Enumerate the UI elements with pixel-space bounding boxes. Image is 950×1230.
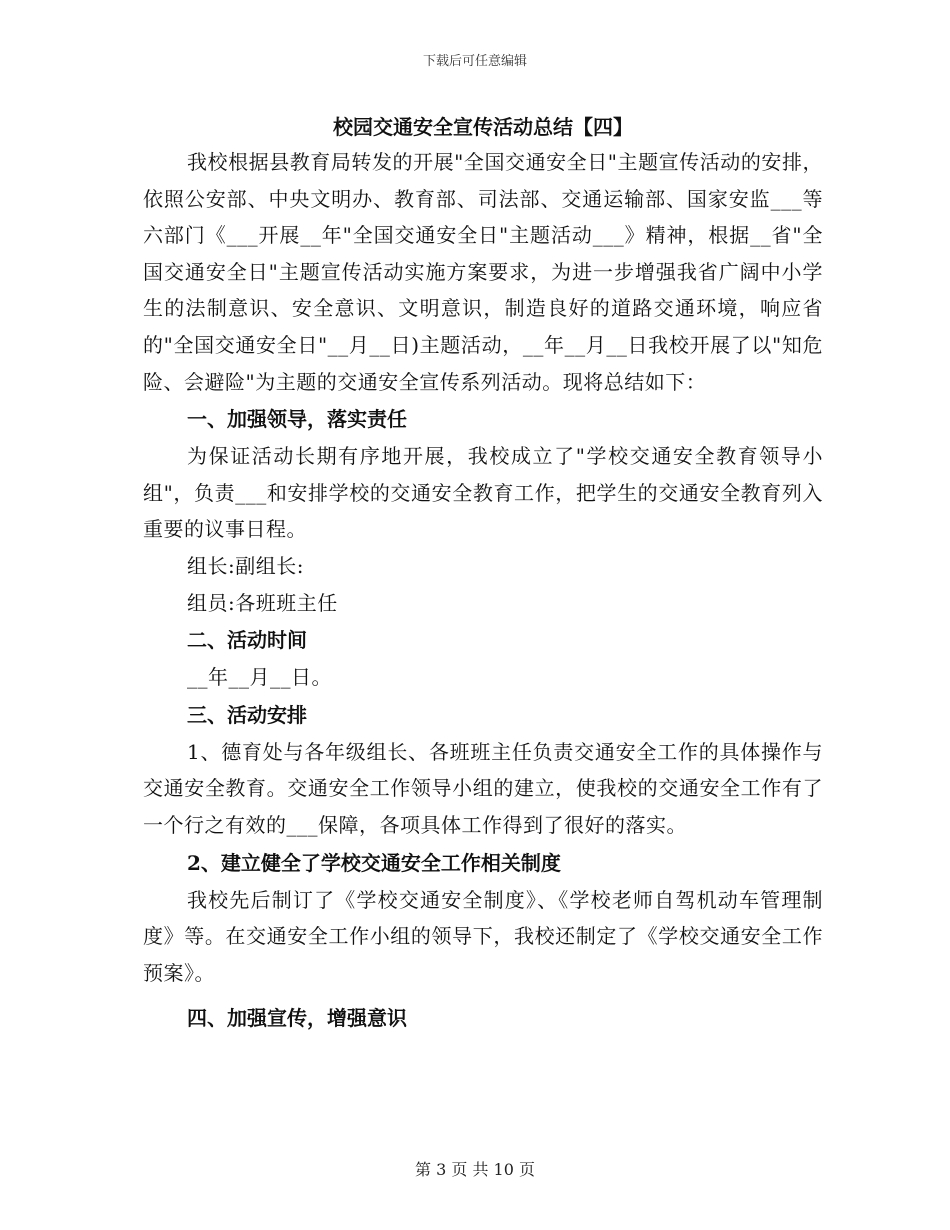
section-3-item-2-heading: 2、建立健全了学校交通安全工作相关制度 <box>187 850 561 875</box>
section-2-paragraph: __年__月__日。 <box>187 665 332 690</box>
section-1-leader-line: 组长:副组长: <box>187 553 304 578</box>
section-3-item-2-paragraph: 我校先后制订了《学校交通安全制度》、《学校老师自驾机动车管理制度》等。在交通安全工作小组的领导下，我校还制定了《学校交通安全工作预案》。 <box>143 887 823 985</box>
section-heading-3: 三、活动安排 <box>187 702 307 727</box>
section-heading-4: 四、加强宣传，增强意识 <box>187 1006 407 1031</box>
section-3-item-1: 1、德育处与各年级组长、各班班主任负责交通安全工作的具体操作与交通安全教育。交通安全工作领导小组的建立，使我校的交通安全工作有了一个行之有效的___保障，各项具体工作得到了很好的落实。 <box>143 739 823 837</box>
document-body <box>143 110 823 1037</box>
section-1-members-line: 组员:各班班主任 <box>187 590 338 615</box>
section-heading-2: 二、活动时间 <box>187 628 307 653</box>
intro-paragraph: 我校根据县教育局转发的开展"全国交通安全日"主题宣传活动的安排，依照公安部、中央文明办、教育部、司法部、交通运输部、国家安监___等六部门《___开展__年"全国交通安全日"主题活动___》精神，根据__省"全国交通安全日"主题宣传活动实施方案要求，为进一步增强我省广阔中小学生的法制意识、安全意识、文明意识，制造良好的道路交通环境，响应省的"全国交通安全日"__月__日)主题活动，__年__月__日我校开展了以"知危险、会避险"为主题的交通安全宣传系列活动。现将总结如下： <box>143 150 823 394</box>
document-title: 校园交通安全宣传活动总结【四】 <box>333 115 633 139</box>
section-1-paragraph: 为保证活动长期有序地开展，我校成立了"学校交通安全教育领导小组"，负责___和安排学校的交通安全教育工作，把学生的交通安全教育列入重要的议事日程。 <box>143 444 823 542</box>
section-heading-1: 一、加强领导，落实责任 <box>187 407 407 432</box>
page-number: 第 3 页 共 10 页 <box>415 1160 535 1179</box>
download-note: 下载后可任意编辑 <box>422 54 527 69</box>
